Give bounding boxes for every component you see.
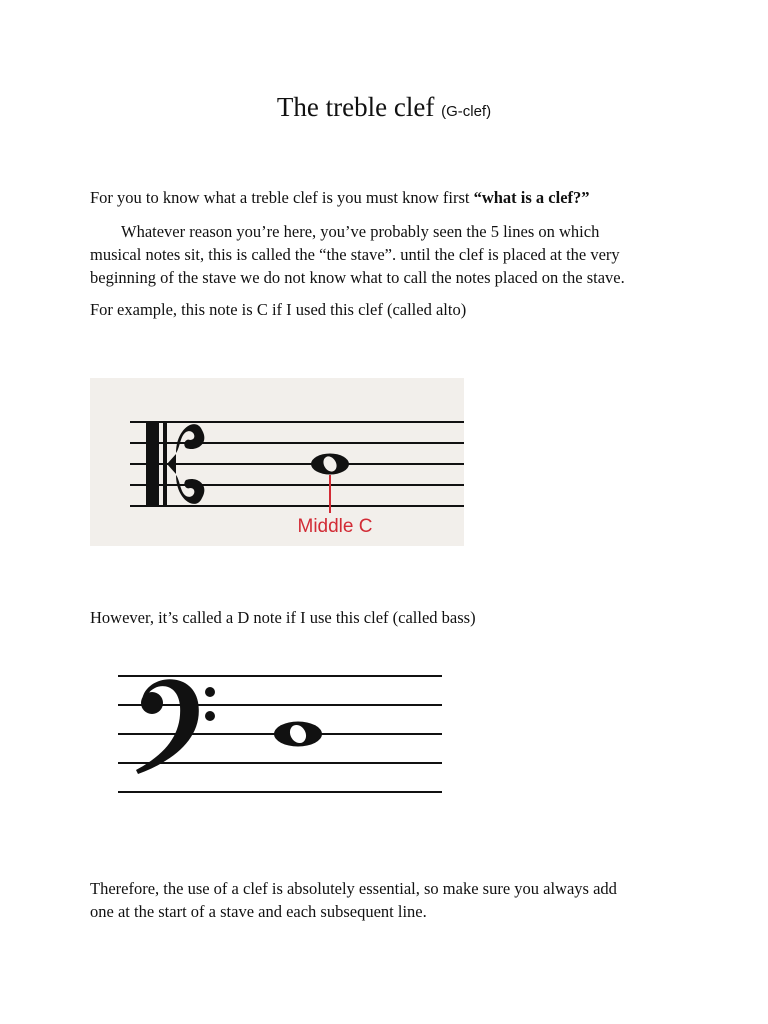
stave-line-3: beginning of the stave we do not know what to call the notes placed on the stave. [90,268,625,287]
bass-stave-svg [110,660,450,805]
bass-clef-figure [110,660,450,805]
title-main: The treble clef [276,92,435,122]
stave-line-2: musical notes sit, this is called the “the stave”. until the clef is placed at the very [90,245,620,264]
intro-paragraph [90,186,690,209]
bass-clef-icon [136,679,215,774]
alto-stave-svg [90,378,464,546]
intro-question: “what is a clef?” [473,188,590,207]
conclusion-paragraph [90,877,690,923]
conclusion-line-2: one at the start of a stave and each subsequent line. [90,902,427,921]
alto-stave-lines [130,422,464,506]
page-title [0,90,768,129]
bass-example-text: However, it’s called a D note if I use this clef (called bass) [90,608,476,627]
intro-text: For you to know what a treble clef is you must know first [90,188,474,207]
title-subtitle: (G-clef) [441,103,492,120]
alto-clef-figure [90,378,464,546]
alto-example-text: For example, this note is C if I used this clef (called alto) [90,300,467,319]
middle-c-label: Middle C [297,516,373,537]
stave-paragraph [90,220,690,289]
stave-line-1: Whatever reason you’re here, you’ve probably seen the 5 lines on which [121,222,600,241]
conclusion-line-1: Therefore, the use of a clef is absolutely essential, so make sure you always add [90,879,617,898]
